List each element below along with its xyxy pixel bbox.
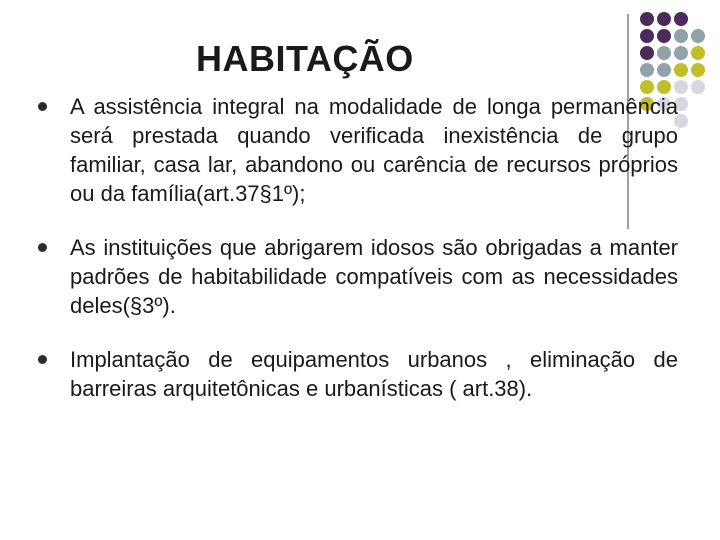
decorative-dot [640,46,654,60]
decorative-dot [674,29,688,43]
decorative-dot [691,80,705,94]
decorative-dot [657,29,671,43]
decorative-dot [640,12,654,26]
bullet-item-3 [38,345,678,403]
decorative-dot [674,46,688,60]
bullet-text: A assistência integral na modalidade de longa permanência será prestada quando verificada inexistência de grupo familiar, casa lar, abandono ou carência de recursos próprios ou da família(art.37§1º); [70,94,678,206]
decorative-dot [657,63,671,77]
decorative-dot [691,46,705,60]
bullet-list [38,92,678,428]
decorative-dot [657,46,671,60]
bullet-dot-icon [38,355,47,364]
bullet-item-1 [38,92,678,208]
decorative-dot [640,63,654,77]
bullet-text: As instituições que abrigarem idosos são obrigadas a manter padrões de habitabilidade compatíveis com as necessidades deles(§3º). [70,235,678,318]
bullet-dot-icon [38,243,47,252]
slide-title: HABITAÇÃO [196,38,414,79]
decorative-dot [657,12,671,26]
decorative-dot [640,29,654,43]
decorative-dot [674,63,688,77]
decorative-dot [691,29,705,43]
bullet-text: Implantação de equipamentos urbanos , eliminação de barreiras arquitetônicas e urbanísticas ( art.38). [70,347,678,401]
decorative-dot [691,63,705,77]
decorative-dot [674,12,688,26]
bullet-item-2 [38,233,678,320]
bullet-dot-icon [38,102,47,111]
